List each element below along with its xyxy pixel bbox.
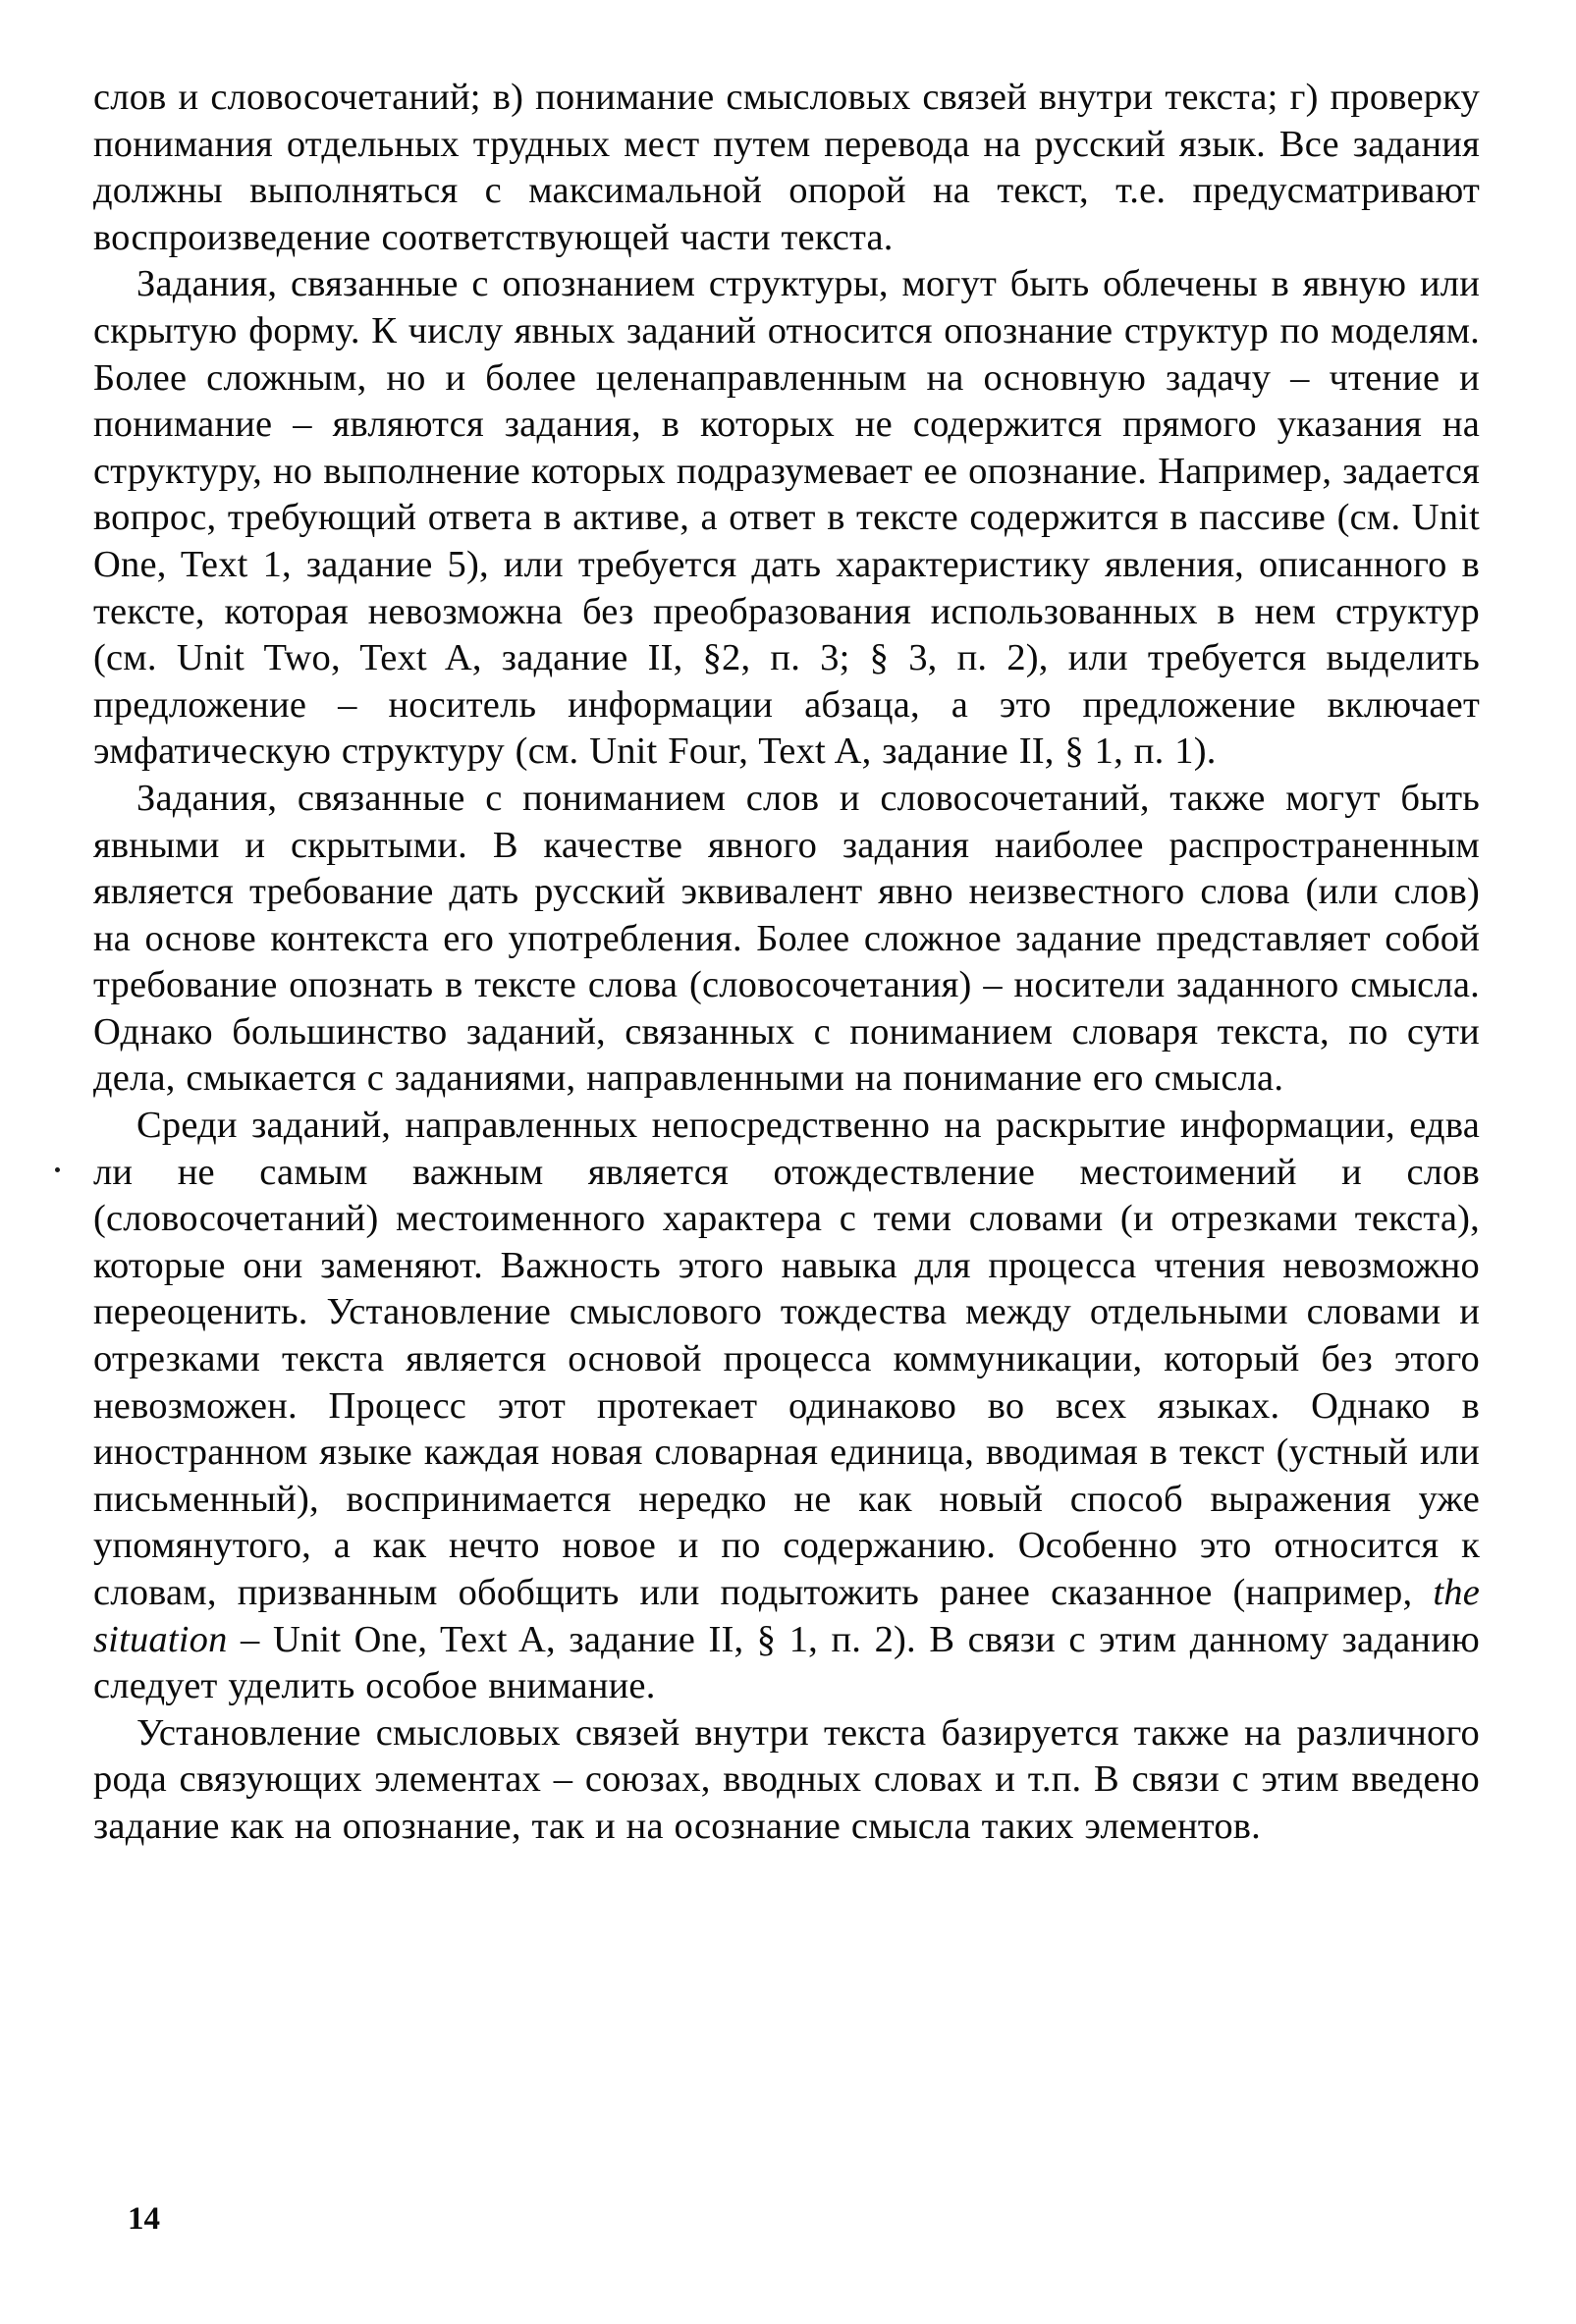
text-segment: Задания, связанные с пониманием слов и словосочетаний, также могут быть явными и скрытыми. В качестве явного задания наиболее распространенным является требование дать русский эквивалент явно неизвестного слова (или слов) на основе контекста его употребления. Более сложное задание представляет собой требование опознать в тексте слова (словосочетания) – носители заданного смысла. Однако большинство заданий, связанных с пониманием словаря текста, по сути дела, смыкается с заданиями, направленными на понимание его смысла. xyxy=(93,777,1480,1100)
paragraph xyxy=(93,1103,1480,1710)
scan-speck xyxy=(55,1167,60,1172)
paragraph xyxy=(93,75,1480,261)
paragraph xyxy=(93,1710,1480,1851)
text-segment: Среди заданий, направленных непосредственно на раскрытие информации, едва ли не самым важным является отождествление местоимений и слов (словосочетаний) местоименного характера с теми словами (и отрезками текста), которые они заменяют. Важность этого навыка для процесса чтения невозможно переоценить. Установление смыслового тождества между отдельными словами и отрезками текста является основой процесса коммуникации, который без этого невозможен. Процесс этот протекает одинаково во всех языках. Однако в иностранном языке каждая новая словарная единица, вводимая в текст (устный или письменный), воспринимается нередко не как новый способ выражения уже упомянутого, а как нечто новое и по содержанию. Особенно это относится к словам, призванным обобщить или подытожить ранее сказанное (например, xyxy=(93,1105,1480,1613)
paragraph xyxy=(93,776,1480,1103)
text-segment: – Unit One, Text A, задание II, § 1, п. 2). В связи с этим данному заданию следует уделить особое внимание. xyxy=(93,1618,1480,1707)
text-segment: слов и словосочетаний; в) понимание смысловых связей внутри текста; г) проверку понимания отдельных трудных мест путем перевода на русский язык. Все задания должны выполняться с максимальной опорой на текст, т.е. предусматривают воспроизведение соответствующей части текста. xyxy=(93,77,1480,258)
emphasis-text: the situation xyxy=(93,1572,1480,1660)
text-segment: Установление смысловых связей внутри текста базируется также на различного рода связующих элементах – союзах, вводных словах и т.п. В связи с этим введено задание как на опознание, так и на осознание смысла таких элементов. xyxy=(93,1711,1480,1847)
page-text xyxy=(93,75,1480,1851)
text-segment: Задания, связанные с опознанием структуры, могут быть облечены в явную или скрытую форму. К числу явных заданий относится опознание структур по моделям. Более сложным, но и более целенаправленным на основную задачу – чтение и понимание – являются задания, в которых не содержится прямого указания на структуру, но выполнение которых подразумевает ее опознание. Например, задается вопрос, требующий ответа в активе, а ответ в тексте содержится в пассиве (см. Unit One, Text 1, задание 5), или требуется дать характеристику явления, описанного в тексте, которая невозможна без преобразования использованных в нем структур (см. Unit Two, Text A, задание II, §2, п. 3; § 3, п. 2), или требуется выделить предложение – носитель информации абзаца, а это предложение включает эмфатическую структуру (см. Unit Four, Text A, задание II, § 1, п. 1). xyxy=(93,263,1480,773)
page-number: 14 xyxy=(128,2201,160,2237)
paragraph xyxy=(93,261,1480,776)
